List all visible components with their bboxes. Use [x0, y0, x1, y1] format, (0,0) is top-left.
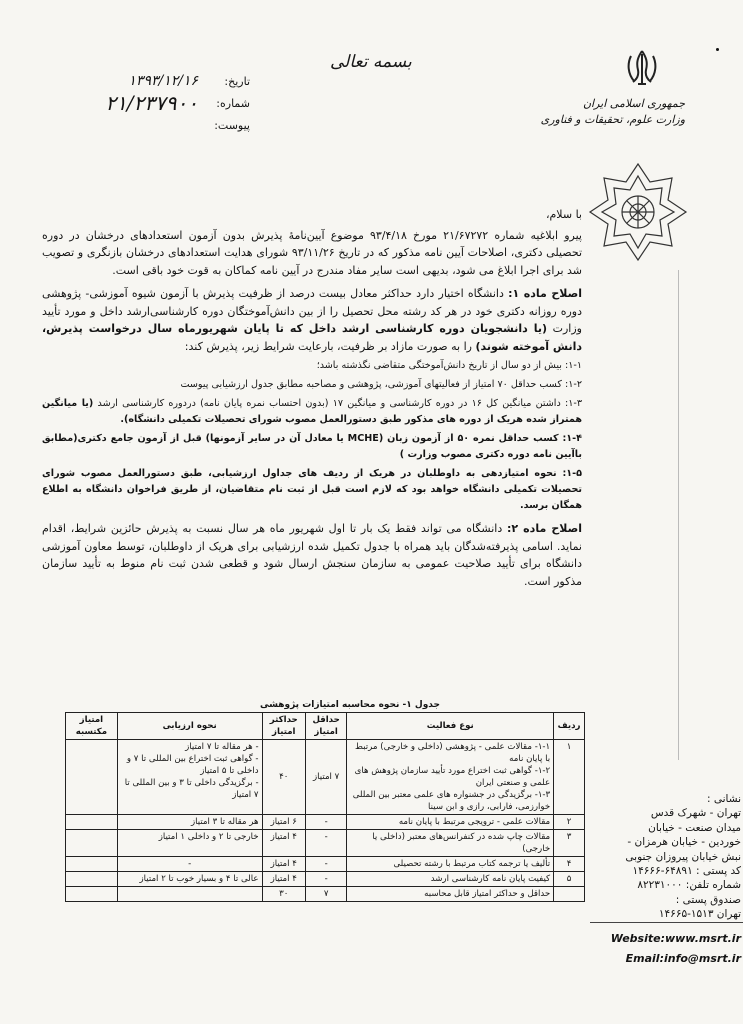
table-row — [66, 740, 585, 815]
max-score: ۴ امتیاز — [262, 830, 305, 857]
date-row — [50, 70, 250, 92]
intro-paragraph: پیرو ابلاغیه شماره ۲۱/۶۷۲۷۲ مورخ ۹۳/۴/۱۸ موضوع آیین‌نامهٔ پذیرش بدون آزمون استعدادهای درخشان در دوره تحصیلی دکتری، اصلاحات آیین نامه مذکور که در تاریخ ۹۳/۱۱/۲۶ شورای هدایت استعدادهای درخشان بازنگری و تصویب شد برای اجرا ابلاغ می شود، بدیهی است سایر مفاد مندرج در آیین نامه کماکان به قوت خود باقی است. — [42, 228, 583, 277]
condition-3-bold: (یا میانگین همتراز شده هریک از دوره های مذکور طبق دستورالعمل مصوب شورای تحصیلات تکمیلی دانشگاه). — [42, 398, 582, 425]
condition-2: ۱-۲: کسب حداقل ۷۰ امتیاز از فعالیتهای آموزشی، پژوهشی و مصاحبه مطابق جدول ارزشیابی پیوست — [180, 379, 582, 390]
article-1-heading: اصلاح ماده ۱: — [508, 287, 583, 300]
table-row — [66, 815, 585, 830]
max-score: ۴ امتیاز — [262, 872, 305, 887]
evaluation-cell: - — [117, 857, 262, 872]
earned-score — [66, 740, 118, 815]
website-link[interactable]: Website:www.msrt.ir — [610, 931, 741, 945]
evaluation-cell — [117, 887, 262, 902]
header-max-score: حداکثر امتیاز — [262, 713, 305, 740]
activity-cell: مقالات چاپ شده در کنفرانس‌های معتبر (داخلی یا خارجی) — [347, 830, 554, 857]
address-line: خوردین - خیابان هرمزان - — [627, 836, 741, 849]
activity-cell: تألیف یا ترجمه کتاب مرتبط با رشته تحصیلی — [347, 857, 554, 872]
header-earned-score: امتیاز مکتسبه — [66, 713, 118, 740]
number-value: ۲۱/۲۳۷۹۰۰ — [105, 91, 198, 115]
table-row — [66, 830, 585, 857]
header-row-number: ردیف — [554, 713, 585, 740]
evaluation-item: - برگزیدگی داخلی تا ۳ و بین المللی تا ۷ امتیاز — [124, 778, 259, 800]
earned-score — [66, 857, 118, 872]
row-number — [554, 887, 585, 902]
iran-emblem-icon — [625, 48, 659, 88]
research-score-table — [65, 712, 585, 902]
total-label: حداقل و حداکثر امتیاز قابل محاسبه — [347, 887, 554, 902]
greeting: با سلام، — [545, 208, 582, 221]
earned-score — [66, 887, 118, 902]
row-number: ۱ — [554, 740, 585, 815]
page-mark — [716, 48, 719, 51]
attachment-label: پیوست: — [214, 118, 250, 132]
header-evaluation: نحوه ارزیابی — [117, 713, 262, 740]
address-label: نشانی : — [706, 793, 741, 805]
activity-item: ۱-۳- برگزیدگی در جشنواره های علمی معتبر بین المللی خوارزمی، فارابی، رازی و ابن سینا — [352, 790, 551, 812]
address-line: تهران - شهرک قدس — [650, 807, 741, 820]
total-max: ۳۰ — [262, 887, 305, 902]
earned-score — [66, 830, 118, 857]
min-score: - — [305, 872, 346, 887]
pobox-label: صندوق پستی : — [675, 893, 741, 906]
header-min-score: حداقل امتیاز — [305, 713, 346, 740]
date-label: تاریخ: — [224, 74, 250, 88]
row-number: ۴ — [554, 857, 585, 872]
activity-cell: کیفیت پایان نامه کارشناسی ارشد — [347, 872, 554, 887]
number-label: شماره: — [216, 96, 250, 110]
contact-info — [596, 792, 741, 966]
letter-body — [42, 206, 582, 590]
article-2 — [42, 520, 582, 590]
condition-1: ۱-۱: بیش از دو سال از تاریخ دانش‌آموختگی متقاضی نگذشته باشد؛ — [316, 360, 582, 371]
article-1-bold: (یا دانشجویان دوره کارشناسی ارشد داخل که تا پایان شهریورماه سال درخواست پذیرش، دانش آموخته شوند) — [42, 322, 582, 353]
table-caption: جدول ۱- نحوه محاسبه امتیازات پژوهشی — [259, 700, 440, 710]
date-value: ۱۳۹۳/۱۲/۱۶ — [128, 73, 198, 89]
address-line: میدان صنعت - خیابان — [648, 821, 741, 834]
margin-rule — [678, 270, 679, 760]
number-row — [50, 92, 250, 114]
evaluation-cell — [117, 740, 262, 815]
condition-5: ۱-۵: نحوه امتیازدهی به داوطلبان در هریک از ردیف های جداول ارزشیابی، طبق دستورالعمل مصوب شورای تحصیلات تکمیلی دانشگاه خواهد بود که لازم است قبل از ثبت نام متقاضیان، از طریق فراخوان دانشگاه به اطلاع همگان برسد. — [42, 468, 582, 511]
article-2-heading: اصلاح ماده ۲: — [506, 522, 583, 535]
article-1 — [42, 285, 582, 355]
bismillah-heading: بسمه تعالی — [330, 52, 412, 72]
evaluation-cell: هر مقاله تا ۳ امتیاز — [117, 815, 262, 830]
min-score: ۷ امتیاز — [305, 740, 346, 815]
contact-divider — [590, 922, 743, 923]
min-score: - — [305, 815, 346, 830]
ministry-name — [541, 96, 685, 128]
condition-4: ۱-۴: کسب حداقل نمره ۵۰ از آزمون زبان (MCHE یا معادل آن در سایر آزمونها) قبل از آزمون جامع دکتری(مطابق باآیین نامه دوره دکتری مصوب وزارت ) — [42, 433, 582, 460]
postal-code: کد پستی : ۶۴۸۹۱-۱۴۶۶۶ — [632, 865, 741, 878]
total-min: ۷ — [305, 887, 346, 902]
activity-item: ۱-۱- مقالات علمی - پژوهشی (داخلی و خارجی) مرتبط با پایان نامه — [355, 742, 551, 764]
condition-3-text: ۱-۳: داشتن میانگین کل ۱۶ در دوره کارشناسی و میانگین ۱۷ (بدون احتساب نمره پایان نامه) دردوره کارشناسی ارشد — [97, 398, 582, 409]
address-line: نبش خیابان پیروزان جنوبی — [625, 850, 741, 863]
article-1-text-b: را به صورت مازاد بر ظرفیت، بارعایت شرایط زیر، پذیرش کند: — [184, 339, 472, 353]
max-score: ۴۰ — [262, 740, 305, 815]
header-activity: نوع فعالیت — [347, 713, 554, 740]
activity-item: ۱-۲- گواهی ثبت اختراع مورد تأیید سازمان پژوهش های علمی و صنعتی ایران — [354, 766, 551, 788]
article-1-text-a: دانشگاه اختیار دارد حداکثر معادل بیست درصد از ظرفیت پذیرش با آزمون شیوه آموزشی- پژوهشی دوره روزانه دکتری خود در هر کد رشته محل تحصیل را از بین دانش‌آموختگان دوره کارشناسی‌ارشد داخل و مورد تأیید وزارت — [42, 287, 582, 335]
condition-3 — [42, 396, 582, 428]
table-total-row — [66, 887, 585, 902]
org-line-2: وزارت علوم، تحقیقات و فناوری — [540, 113, 685, 126]
row-number: ۳ — [554, 830, 585, 857]
article-2-text: دانشگاه می تواند فقط یک بار تا اول شهریور ماه هر سال نسبت به پذیرش حائزین شرایط، اقدام نماید. اسامی پذیرفته‌شدگان باید همراه با جدول تکمیل شده ارزشیابی برای هریک از داوطلبان، توسط معاون آموزشی دانشگاه برای تأیید صلاحیت عمومی به سازمان سنجش ارسال شود و قطعی شدن ثبت نام منوط به تأیید سازمان مذکور است. — [42, 522, 582, 588]
max-score: ۶ امتیاز — [262, 815, 305, 830]
evaluation-item: - گواهی ثبت اختراع بین المللی تا ۷ و داخلی تا ۵ امتیاز — [126, 754, 259, 776]
row-number: ۵ — [554, 872, 585, 887]
email-link[interactable]: Email:info@msrt.ir — [625, 952, 741, 966]
earned-score — [66, 815, 118, 830]
min-score: - — [305, 830, 346, 857]
evaluation-item: - هر مقاله تا ۷ امتیاز — [185, 742, 259, 752]
max-score: ۴ امتیاز — [262, 857, 305, 872]
table-row — [66, 857, 585, 872]
table-header-row — [66, 713, 585, 740]
evaluation-cell: عالی تا ۴ و بسیار خوب تا ۲ امتیاز — [117, 872, 262, 887]
earned-score — [66, 872, 118, 887]
letter-meta — [50, 70, 250, 136]
activity-cell — [347, 740, 554, 815]
table-row — [66, 872, 585, 887]
evaluation-cell: خارجی تا ۲ و داخلی ۱ امتیاز — [117, 830, 262, 857]
min-score: - — [305, 857, 346, 872]
phone-number: شماره تلفن: ۸۲۲۳۱۰۰۰ — [637, 879, 741, 892]
attachment-row — [50, 114, 250, 136]
row-number: ۲ — [554, 815, 585, 830]
pobox-value: تهران ۱۵۱۳-۱۴۶۶۵ — [658, 908, 741, 921]
org-line-1: جمهوری اسلامی ایران — [582, 97, 685, 110]
activity-cell: مقالات علمی - ترویجی مرتبط با پایان نامه — [347, 815, 554, 830]
ornament-icon — [588, 162, 688, 262]
